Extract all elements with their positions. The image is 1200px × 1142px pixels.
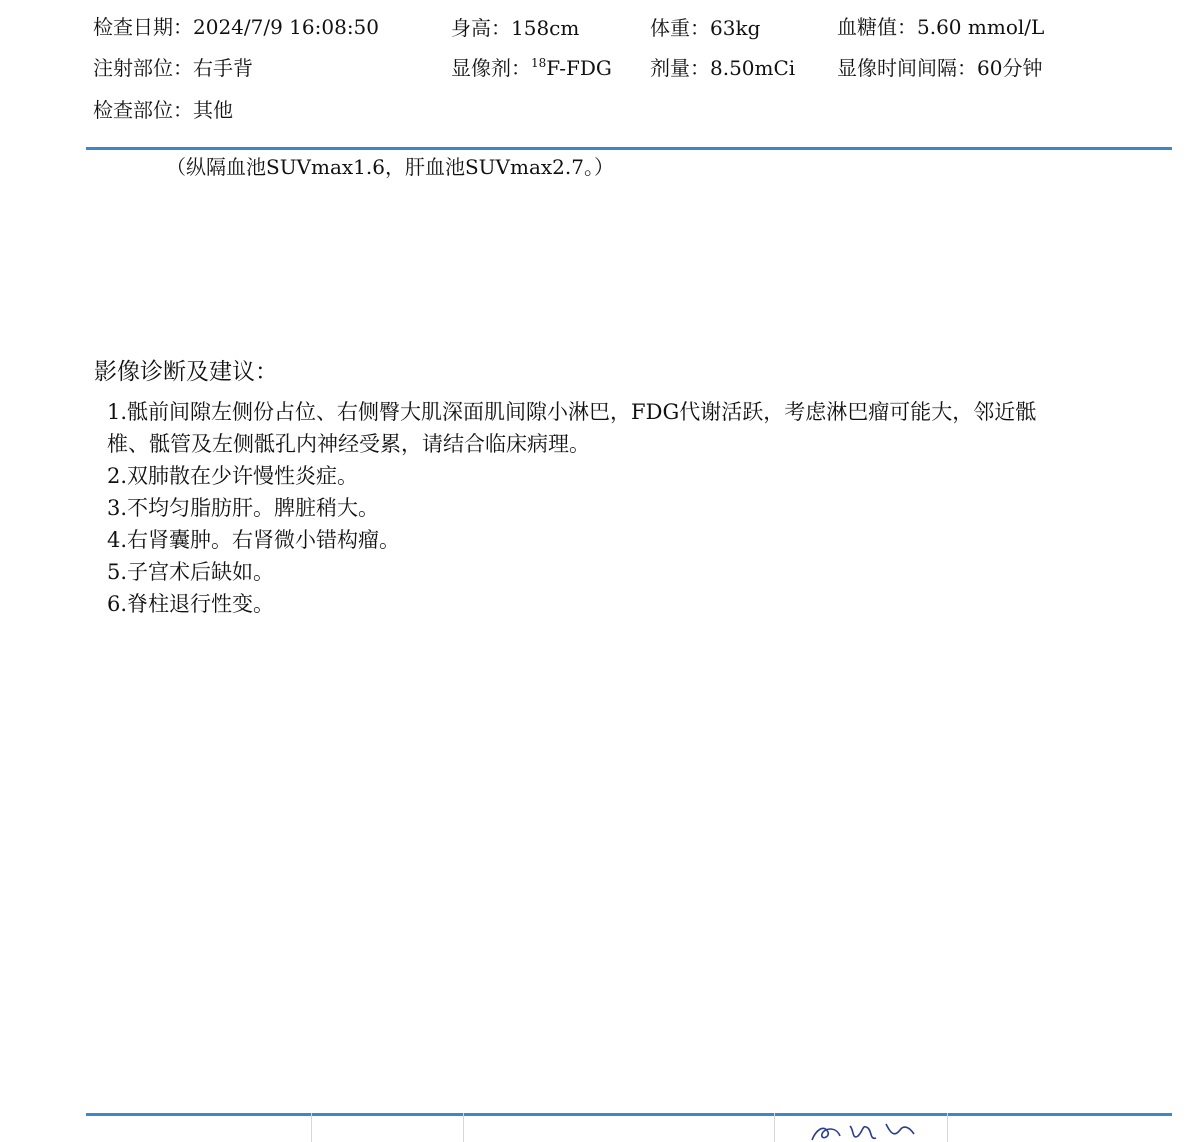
tracer-isotope: 18 [531, 56, 547, 70]
footer-cell-divider [463, 1113, 464, 1142]
footer-cell-divider [947, 1113, 948, 1142]
blood-glucose: 血糖值：5.60 mmol/L [837, 15, 1045, 39]
diagnosis-item: 1.骶前间隙左侧份占位、右侧臀大肌深面肌间隙小淋巴，FDG代谢活跃，考虑淋巴瘤可能大，邻近骶椎、骶管及左侧骶孔内神经受累，请结合临床病理。 [107, 400, 1037, 456]
handwritten-signature [806, 1112, 926, 1142]
diagnosis-item: 6.脊柱退行性变。 [107, 592, 275, 616]
diagnosis-item: 2.双肺散在少许慢性炎症。 [107, 464, 359, 488]
exam-site: 检查部位：其他 [93, 98, 233, 122]
tracer-label: 显像剂： [451, 56, 531, 80]
footer-divider [86, 1113, 1172, 1116]
imaging-interval: 显像时间间隔：60分钟 [837, 56, 1043, 80]
header-divider [86, 147, 1172, 150]
diagnosis-list [107, 396, 1067, 620]
diagnosis-item: 4.右肾囊肿。右肾微小错构瘤。 [107, 528, 401, 552]
tracer [451, 55, 612, 81]
diagnosis-item: 3.不均匀脂肪肝。脾脏稍大。 [107, 496, 380, 520]
footer-cell-divider [774, 1113, 775, 1142]
patient-height: 身高：158cm [451, 16, 580, 40]
injection-site: 注射部位：右手背 [93, 56, 253, 80]
dose: 剂量：8.50mCi [650, 56, 796, 80]
footer-cell-divider [311, 1113, 312, 1142]
diagnosis-item: 5.子宫术后缺如。 [107, 560, 275, 584]
exam-date: 检查日期：2024/7/9 16:08:50 [93, 15, 380, 39]
patient-weight: 体重：63kg [650, 16, 761, 40]
tracer-name: F-FDG [546, 56, 612, 80]
findings-note: （纵隔血池SUVmax1.6，肝血池SUVmax2.7。） [166, 155, 614, 179]
diagnosis-title: 影像诊断及建议： [94, 359, 278, 385]
